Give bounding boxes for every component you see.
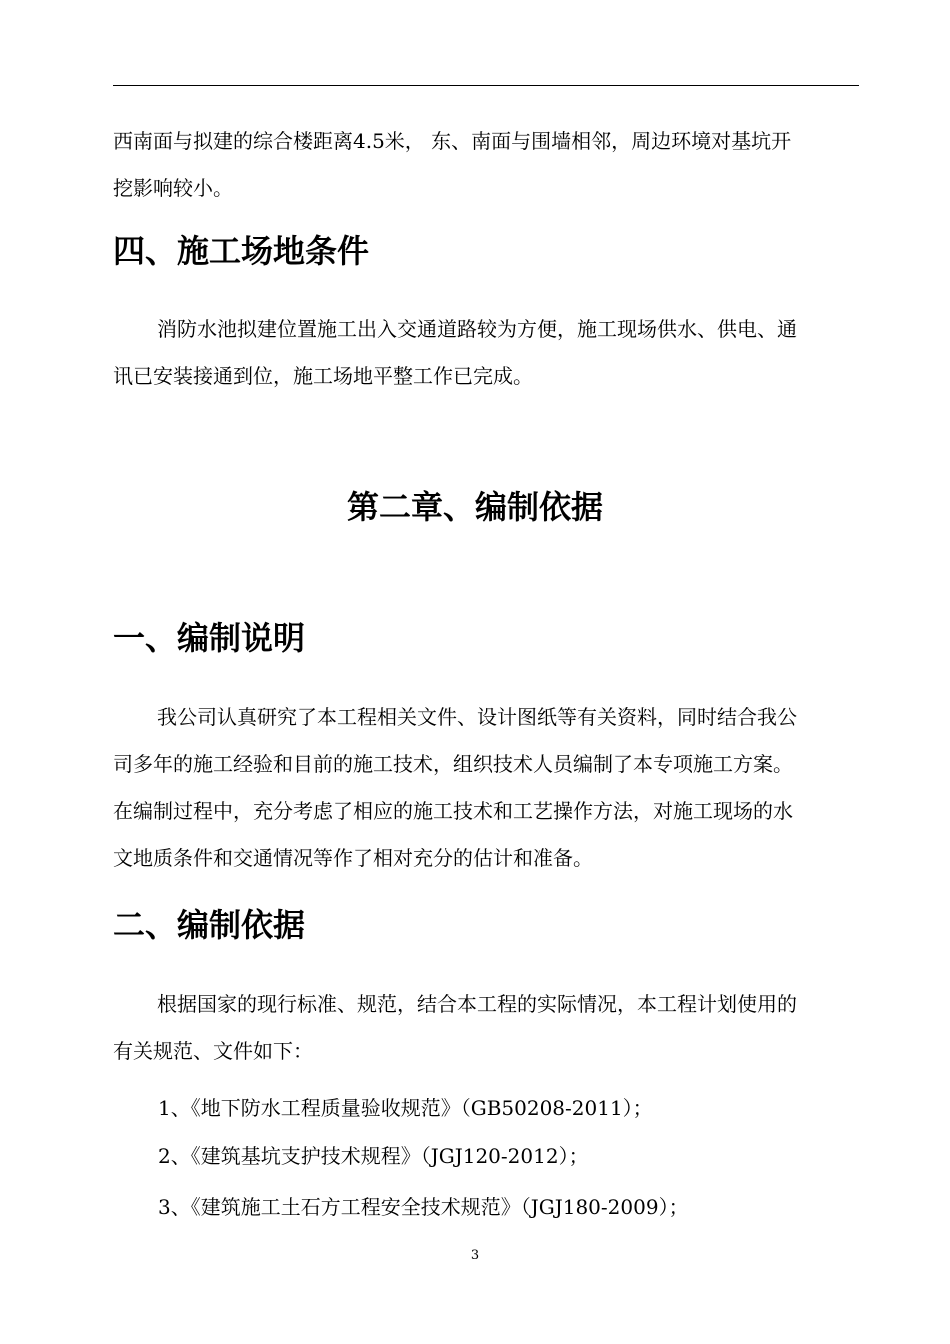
text-line: 有关规范、文件如下： — [113, 1039, 313, 1063]
page-number: 3 — [470, 1248, 480, 1263]
paragraph-preparation-notes — [113, 694, 859, 882]
text-line: 讯已安装接通到位，施工场地平整工作已完成。 — [113, 364, 533, 388]
text-line: 司多年的施工经验和目前的施工技术，组织技术人员编制了本专项施工方案。 — [113, 752, 793, 776]
text-line: 西南面与拟建的综合楼距离4.5米， 东、南面与围墙相邻，周边环境对基坑开 — [113, 129, 792, 153]
section-heading-preparation-basis: 二、编制依据 — [113, 906, 306, 944]
list-item: 1、《地下防水工程质量验收规范》（GB50208-2011）； — [158, 1096, 653, 1120]
list-item: 3、《建筑施工土石方工程安全技术规范》（JGJ180-2009）； — [158, 1195, 689, 1219]
section-heading-preparation-notes: 一、编制说明 — [113, 619, 306, 657]
text-line: 文地质条件和交通情况等作了相对充分的估计和准备。 — [113, 846, 593, 870]
paragraph-preparation-basis — [113, 981, 859, 1075]
text-line: 消防水池拟建位置施工出入交通道路较为方便，施工现场供水、供电、通 — [157, 317, 797, 341]
text-line: 挖影响较小。 — [113, 176, 233, 200]
paragraph-site-surroundings — [113, 118, 859, 212]
chapter-title: 第二章、编制依据 — [346, 488, 603, 526]
text-line: 根据国家的现行标准、规范，结合本工程的实际情况，本工程计划使用的 — [157, 992, 797, 1016]
header-rule — [113, 85, 859, 86]
section-heading-site-conditions: 四、施工场地条件 — [113, 232, 370, 270]
paragraph-site-conditions — [113, 306, 859, 400]
text-line: 我公司认真研究了本工程相关文件、设计图纸等有关资料，同时结合我公 — [157, 705, 797, 729]
list-item: 2、《建筑基坑支护技术规程》（JGJ120-2012）； — [158, 1144, 589, 1168]
text-line: 在编制过程中，充分考虑了相应的施工技术和工艺操作方法，对施工现场的水 — [113, 799, 793, 823]
